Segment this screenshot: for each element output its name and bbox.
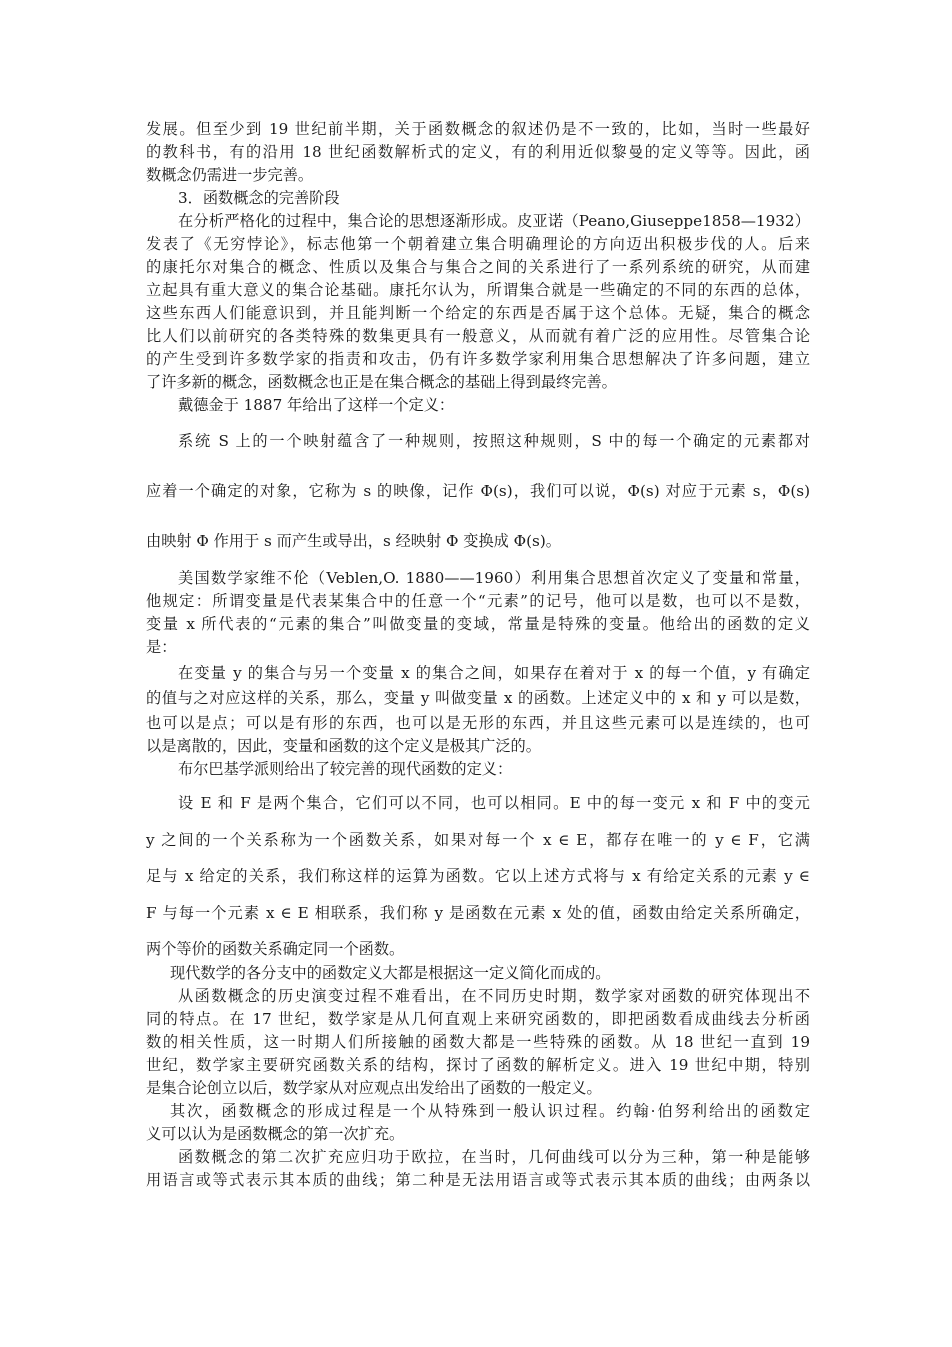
text-line: 同的特点。在 17 世纪，数学家是从几何直观上来研究函数的，即把函数看成曲线去分析函: [146, 1010, 810, 1028]
text-line: 的教科书，有的沿用 18 世纪函数解析式的定义，有的利用近似黎曼的定义等等。因此，函: [146, 143, 810, 161]
section-heading: 3．函数概念的完善阶段: [178, 189, 340, 207]
text-line: 布尔巴基学派则给出了较完善的现代函数的定义：: [178, 760, 513, 778]
text-line: 在分析严格化的过程中，集合论的思想逐渐形成。皮亚诺（Peano,Giuseppe1858—1932）: [178, 212, 810, 230]
text-line: 立起具有重大意义的集合论基础。康托尔认为，所谓集合就是一些确定的不同的东西的总体，: [146, 281, 810, 299]
text-line: 数概念仍需进一步完善。: [146, 166, 314, 184]
text-line: 是：: [146, 638, 177, 656]
definition-line: 在变量 y 的集合与另一个变量 x 的集合之间，如果存在着对于 x 的每一个值，y 有确定: [178, 664, 810, 682]
definition-line: 足与 x 给定的关系，我们称这样的运算为函数。它以上述方式将与 x 有给定关系的元素 y ∈: [146, 867, 810, 885]
text-line: 数的相关性质，这一时期人们所接触的函数大都是一些特殊的函数。从 18 世纪一直到 19: [146, 1033, 810, 1051]
text-line: 其次，函数概念的形成过程是一个从特殊到一般认识过程。约翰·伯努利给出的函数定: [170, 1102, 810, 1120]
text-line: 函数概念的第二次扩充应归功于欧拉，在当时，几何曲线可以分为三种，第一种是能够: [178, 1148, 810, 1166]
text-line: 美国数学家维不伦（Veblen,O. 1880——1960）利用集合思想首次定义了变量和常量，: [178, 569, 810, 587]
text-line: 他规定：所谓变量是代表某集合中的任意一个“元素”的记号，他可以是数，也可以不是数，: [146, 592, 810, 610]
definition-line: 应着一个确定的对象，它称为 s 的映像，记作 Φ(s)，我们可以说，Φ(s) 对应于元素 s，Φ(s): [146, 482, 810, 500]
text-line: 世纪，数学家主要研究函数关系的结构，探讨了函数的解析定义。进入 19 世纪中期，特别: [146, 1056, 810, 1074]
definition-line: 由映射 Φ 作用于 s 而产生或导出，s 经映射 Φ 变换成 Φ(s)。: [146, 532, 561, 550]
definition-line: F 与每一个元素 x ∈ E 相联系，我们称 y 是函数在元素 x 处的值，函数由给定关系所确定，: [146, 904, 810, 922]
text-line: 戴德金于 1887 年给出了这样一个定义：: [178, 396, 455, 414]
text-line: 了许多新的概念，函数概念也正是在集合概念的基础上得到最终完善。: [146, 373, 617, 391]
definition-line: 设 E 和 F 是两个集合，它们可以不同，也可以相同。E 中的每一变元 x 和 F 中的变元: [178, 794, 810, 812]
text-line: 这些东西人们能意识到，并且能判断一个给定的东西是否属于这个总体。无疑，集合的概念: [146, 304, 810, 322]
text-line: 现代数学的各分支中的函数定义大都是根据这一定义简化而成的。: [170, 964, 611, 982]
definition-line: y 之间的一个关系称为一个函数关系，如果对每一个 x ∈ E，都存在唯一的 y ∈ F，它满: [146, 831, 810, 849]
text-line: 变量 x 所代表的“元素的集合”叫做变量的变域，常量是特殊的变量。他给出的函数的定义: [146, 615, 810, 633]
text-line: 用语言或等式表示其本质的曲线；第二种是无法用语言或等式表示其本质的曲线；由两条以: [146, 1171, 810, 1189]
text-line: 的康托尔对集合的概念、性质以及集合与集合之间的关系进行了一系列系统的研究，从而建: [146, 258, 810, 276]
text-line: 是集合论创立以后，数学家从对应观点出发给出了函数的一般定义。: [146, 1079, 602, 1097]
text-line: 以是离散的，因此，变量和函数的这个定义是极其广泛的。: [146, 737, 541, 755]
text-line: 也可以是点；可以是有形的东西，也可以是无形的东西，并且这些元素可以是连续的，也可: [146, 714, 810, 732]
text-line: 从函数概念的历史演变过程不难看出，在不同历史时期，数学家对函数的研究体现出不: [178, 987, 810, 1005]
definition-line: 两个等价的函数关系确定同一个函数。: [146, 940, 405, 958]
text-line: 发表了《无穷悖论》，标志他第一个朝着建立集合明确理论的方向迈出积极步伐的人。后来: [146, 235, 810, 253]
text-line: 义可以认为是函数概念的第一次扩充。: [146, 1125, 405, 1143]
text-line: 的产生受到许多数学家的指责和攻击，仍有许多数学家利用集合思想解决了许多问题，建立: [146, 350, 810, 368]
text-line: 比人们以前研究的各类特殊的数集更具有一般意义，从而就有着广泛的应用性。尽管集合论: [146, 327, 810, 345]
definition-line: 的值与之对应这样的关系，那么，变量 y 叫做变量 x 的函数。上述定义中的 x 和 y 可以是数，: [146, 689, 810, 707]
text-line: 发展。但至少到 19 世纪前半期，关于函数概念的叙述仍是不一致的，比如，当时一些最好: [146, 120, 810, 138]
definition-line: 系统 S 上的一个映射蕴含了一种规则，按照这种规则，S 中的每一个确定的元素都对: [178, 432, 810, 450]
